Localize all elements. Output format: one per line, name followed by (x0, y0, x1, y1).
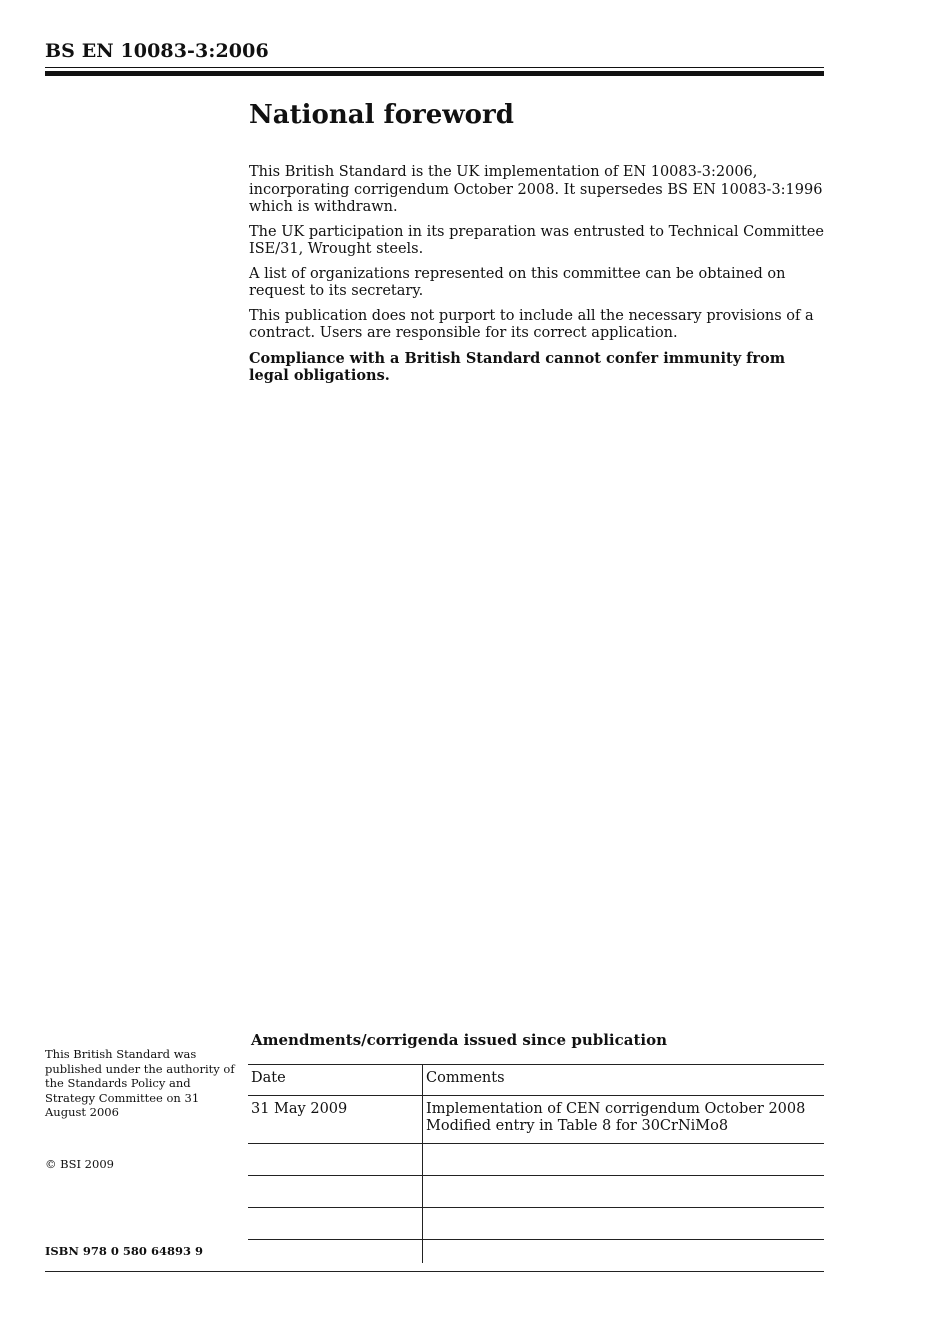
table-row-empty (248, 1175, 824, 1207)
empty-cell (423, 1175, 825, 1207)
amendments-title: Amendments/corrigenda issued since publication (251, 1031, 667, 1049)
table-row-empty (248, 1239, 824, 1263)
footer-rule (45, 1271, 824, 1272)
empty-cell (248, 1239, 423, 1263)
header-rule-thin (45, 67, 824, 68)
paragraph-organizations: A list of organizations represented on this committee can be obtained on request to its secretary. (249, 265, 786, 299)
amendment-date: 31 May 2009 (248, 1095, 423, 1143)
compliance-statement: Compliance with a British Standard cannot confer immunity from legal obligations. (249, 349, 786, 384)
column-header-comments: Comments (423, 1065, 825, 1096)
column-header-date: Date (248, 1065, 423, 1096)
empty-cell (423, 1239, 825, 1263)
document-id: BS EN 10083-3:2006 (45, 40, 269, 62)
table-header-row (248, 1065, 824, 1096)
isbn: ISBN 978 0 580 64893 9 (45, 1244, 203, 1258)
table-row-empty (248, 1143, 824, 1175)
header-rule-thick (45, 71, 824, 76)
empty-cell (248, 1175, 423, 1207)
publication-authority: This British Standard was published under the authority of the Standards Policy and Strategy Committee on 31 August 2006 (45, 1047, 235, 1119)
page-title: National foreword (249, 100, 514, 130)
paragraph-provisions: This publication does not purport to include all the necessary provisions of a contract. Users are responsible for its correct application. (249, 307, 814, 341)
empty-cell (423, 1207, 825, 1239)
amendments-table (248, 1064, 824, 1263)
foreword-body (249, 164, 829, 392)
amendment-comment (423, 1095, 825, 1143)
paragraph-participation: The UK participation in its preparation was entrusted to Technical Committee ISE/31, Wrought steels. (249, 223, 824, 257)
empty-cell (248, 1207, 423, 1239)
amendment-comment-line: Modified entry in Table 8 for 30CrNiMo8 (426, 1118, 729, 1134)
empty-cell (248, 1143, 423, 1175)
table-row-empty (248, 1207, 824, 1239)
amendment-comment-line: Implementation of CEN corrigendum October 2008 (426, 1100, 806, 1117)
copyright-notice: © BSI 2009 (45, 1157, 114, 1171)
paragraph-implementation: This British Standard is the UK implementation of EN 10083-3:2006, incorporating corrigendum October 2008. It supersedes BS EN 10083-3:1996 which is withdrawn. (249, 164, 823, 215)
empty-cell (423, 1143, 825, 1175)
table-row (248, 1095, 824, 1143)
